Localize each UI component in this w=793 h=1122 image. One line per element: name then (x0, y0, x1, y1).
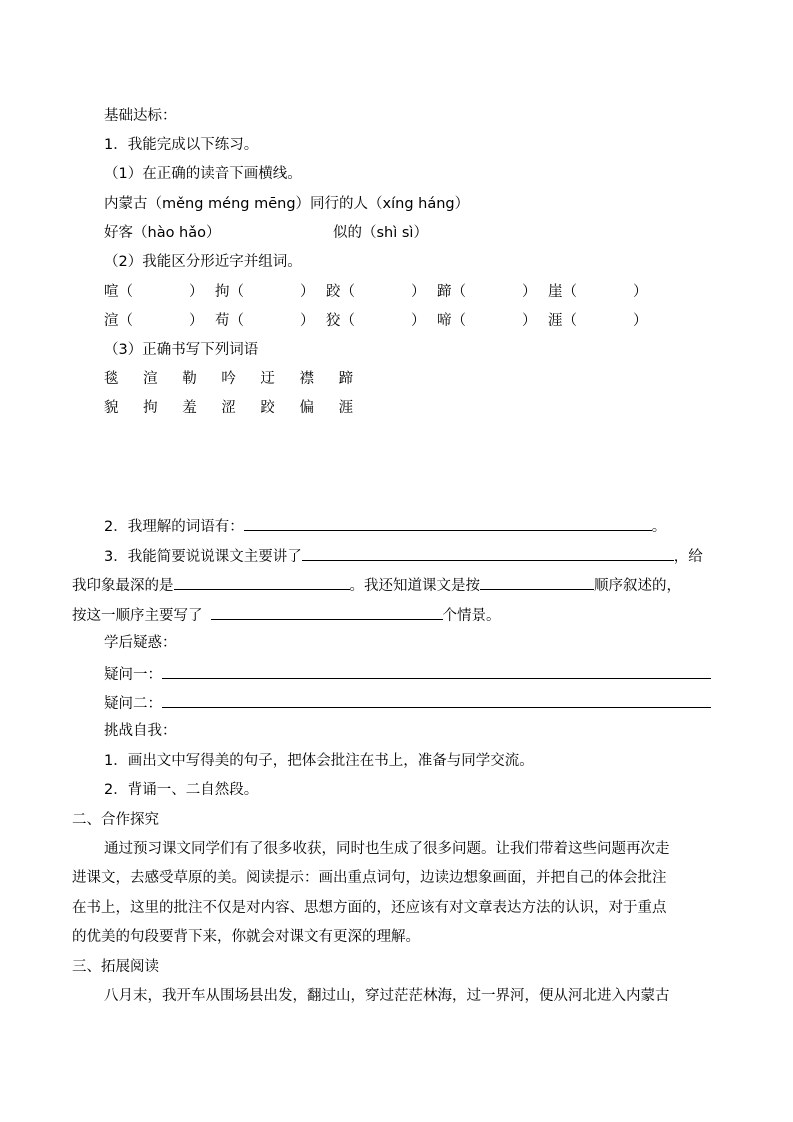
char-item (548, 311, 648, 331)
pinyin-sid: 似的（shì sì） (333, 225, 428, 241)
question-3-line-3 (72, 604, 501, 624)
char-label: 涯 (548, 313, 563, 329)
pinyin-row-1 (104, 194, 469, 214)
write-words-row-2: 貌 拘 羞 涩 跤 偏 涯 (104, 400, 364, 416)
pinyin-haoke: 好客（hào hǎo） (104, 225, 221, 241)
question-3-text-g: 个情景。 (442, 608, 501, 624)
char-label: 崖 (548, 284, 563, 300)
doubt-2-label: 疑问二： (104, 696, 162, 712)
char-item (104, 282, 204, 302)
question-3-text-f: 按这一顺序主要写了 (72, 608, 203, 624)
question-1-part-2: （2）我能区分形近字并组词。 (104, 254, 302, 270)
question-3-text-d: 。我还知道课文是按 (349, 578, 480, 594)
char-label: 跤 (326, 284, 341, 300)
challenge-2: 2．背诵一、二自然段。 (104, 782, 259, 798)
char-label: 苟 (215, 313, 230, 329)
question-1-title: 1．我能完成以下练习。 (104, 137, 259, 153)
section-doubt-heading: 学后疑惑： (104, 635, 177, 651)
char-item (437, 311, 537, 331)
pinyin-tongxing: 同行的人（xíng háng） (310, 196, 470, 212)
question-3-blank-scenes[interactable] (211, 604, 443, 620)
doubt-1-blank[interactable] (162, 663, 711, 679)
paren-close: ） (633, 284, 648, 300)
question-2 (104, 515, 666, 535)
write-words-row-1: 毯 渲 勒 吟 迂 襟 蹄 (104, 371, 364, 387)
question-1-part-3: （3）正确书写下列词语 (104, 342, 259, 358)
question-1-part-1: （1）在正确的读音下画横线。 (104, 166, 302, 182)
char-item (326, 311, 426, 331)
paren-open: （ (451, 284, 466, 300)
question-3-label: 3．我能简要说说课文主要讲了 (104, 549, 302, 565)
char-label: 喧 (104, 284, 119, 300)
question-3-text-c: 我印象最深的是 (72, 578, 174, 594)
paren-close: ） (189, 284, 204, 300)
paren-close: ） (633, 313, 648, 329)
pinyin-row-2 (104, 223, 221, 243)
paren-close: ） (522, 284, 537, 300)
char-label: 狡 (326, 313, 341, 329)
char-label: 渲 (104, 313, 119, 329)
paren-open: （ (340, 313, 355, 329)
section-basic-heading: 基础达标： (104, 108, 177, 124)
paren-close: ） (411, 313, 426, 329)
paren-open: （ (118, 313, 133, 329)
question-2-blank[interactable] (244, 515, 652, 531)
paren-close: ） (300, 284, 315, 300)
doubt-1 (104, 663, 711, 683)
paren-open: （ (229, 284, 244, 300)
section-3-title: 三、拓展阅读 (72, 959, 159, 975)
paren-close: ） (522, 313, 537, 329)
char-item (215, 311, 315, 331)
char-label: 拘 (215, 284, 230, 300)
char-item (437, 282, 537, 302)
doubt-2 (104, 692, 711, 712)
char-label: 蹄 (437, 284, 452, 300)
section-2-title: 二、合作探究 (72, 812, 159, 828)
question-3-line-2 (72, 574, 681, 594)
paren-close: ） (411, 284, 426, 300)
section-2-paragraph-line-3: 在书上，这里的批注不仅是对内容、思想方面的，还应该有对文章表达方法的认识，对于重点 (72, 900, 667, 916)
doubt-1-label: 疑问一： (104, 667, 162, 683)
char-item (326, 282, 426, 302)
paren-open: （ (229, 313, 244, 329)
paren-open: （ (118, 284, 133, 300)
char-item (104, 311, 204, 331)
question-3-blank-impression[interactable] (174, 574, 350, 590)
paren-open: （ (340, 284, 355, 300)
section-2-paragraph-line-1: 通过预习课文同学们有了很多收获，同时也生成了很多问题。让我们带着这些问题再次走 (104, 841, 670, 857)
section-2-paragraph-line-2: 进课文，去感受草原的美。阅读提示：画出重点词句，边读边想象画面，并把自己的体会批注 (72, 870, 667, 886)
question-2-label: 2．我理解的词语有： (104, 519, 244, 535)
question-2-end: 。 (651, 519, 667, 535)
section-challenge-heading: 挑战自我： (104, 723, 177, 739)
question-3-blank-main[interactable] (302, 545, 674, 561)
char-item (215, 282, 315, 302)
char-label: 啼 (437, 313, 452, 329)
challenge-1: 1．画出文中写得美的句子，把体会批注在书上，准备与同学交流。 (104, 753, 534, 769)
doubt-2-blank[interactable] (162, 692, 711, 708)
section-2-paragraph-line-4: 的优美的句段要背下来，你就会对课文有更深的理解。 (72, 929, 420, 945)
question-3-text-e: 顺序叙述的， (594, 578, 681, 594)
paren-open: （ (562, 284, 577, 300)
paren-close: ） (189, 313, 204, 329)
question-3-line-1 (104, 545, 703, 565)
paren-close: ） (300, 313, 315, 329)
section-3-paragraph-line-1: 八月末，我开车从围场县出发，翻过山，穿过茫茫林海，过一界河，便从河北进入内蒙古 (104, 988, 670, 1004)
paren-open: （ (562, 313, 577, 329)
pinyin-menggu: 内蒙古（měng méng mēng） (104, 196, 311, 212)
char-item (548, 282, 648, 302)
paren-open: （ (451, 313, 466, 329)
question-3-text-b: ，给 (673, 549, 703, 565)
question-3-blank-order[interactable] (480, 574, 594, 590)
